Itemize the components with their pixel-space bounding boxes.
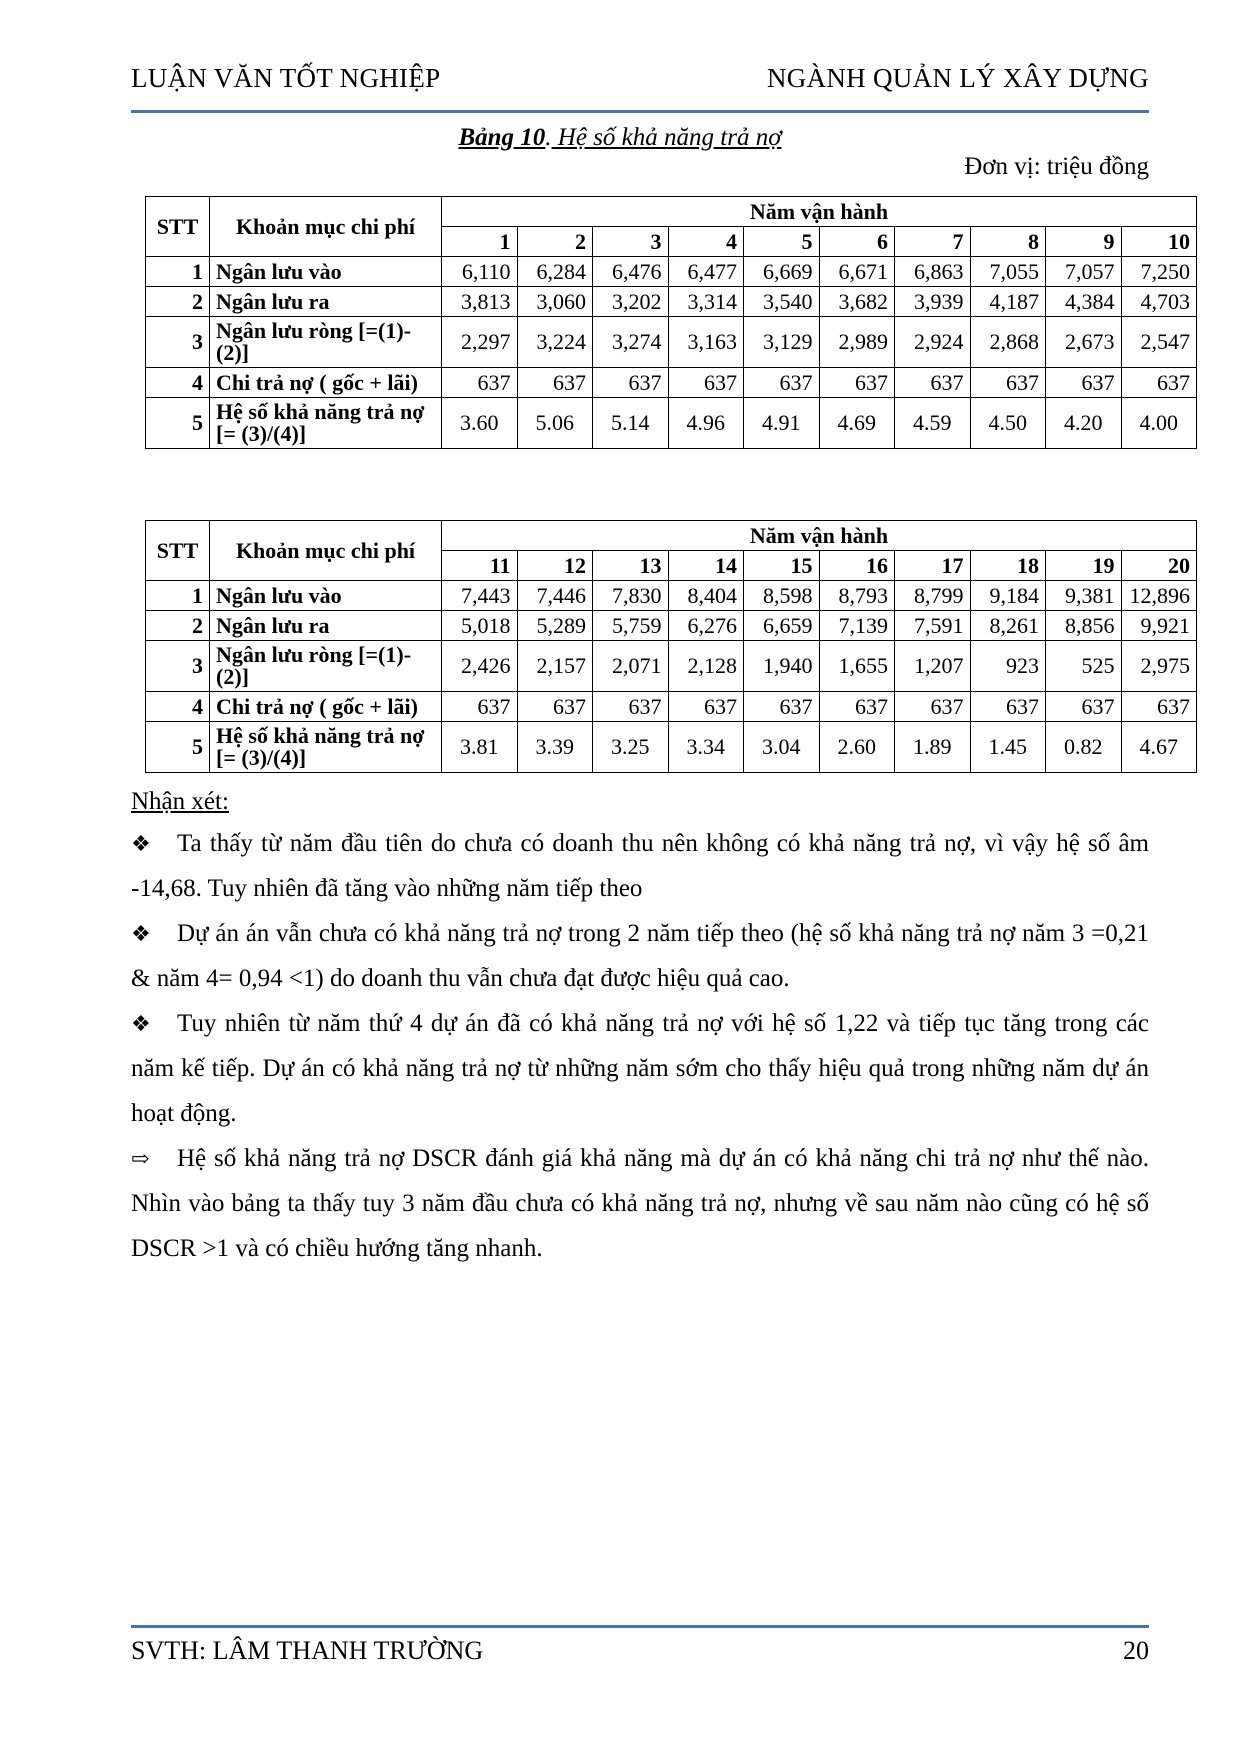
- remark-text: Ta thấy từ năm đầu tiên do chưa có doanh thu nên không có khả năng trả nợ, vì vậy hệ số âm -14,68. Tuy nhiên đã tăng vào những năm tiếp theo: [131, 830, 1149, 902]
- diamond-bullet-icon: ❖: [131, 1011, 151, 1036]
- value-cell: 1.89: [895, 722, 971, 773]
- value-cell: 637: [970, 368, 1046, 398]
- value-cell: 6,276: [668, 611, 744, 641]
- value-cell: 4,703: [1121, 287, 1197, 317]
- value-cell: 3.34: [668, 722, 744, 773]
- value-cell: 4.96: [668, 398, 744, 449]
- value-cell: 8,404: [668, 581, 744, 611]
- row-label: Ngân lưu vào: [210, 257, 442, 287]
- value-cell: 923: [970, 641, 1046, 692]
- caption-title: Hệ số khả năng trả nợ: [551, 124, 782, 151]
- page-footer: [131, 1636, 1149, 1672]
- table-row: [146, 368, 1197, 398]
- value-cell: 637: [1046, 368, 1122, 398]
- row-label: Chi trả nợ ( gốc + lãi): [210, 368, 442, 398]
- year-header: 17: [895, 551, 971, 581]
- value-cell: 637: [1121, 692, 1197, 722]
- value-cell: 3,274: [593, 317, 669, 368]
- row-stt: 4: [146, 368, 210, 398]
- value-cell: 4.91: [744, 398, 820, 449]
- value-cell: 637: [1121, 368, 1197, 398]
- value-cell: 7,443: [442, 581, 518, 611]
- value-cell: 3.04: [744, 722, 820, 773]
- value-cell: 8,856: [1046, 611, 1122, 641]
- value-cell: 2,128: [668, 641, 744, 692]
- value-cell: 12,896: [1121, 581, 1197, 611]
- table-row: [146, 581, 1197, 611]
- value-cell: 6,110: [442, 257, 518, 287]
- value-cell: 637: [593, 692, 669, 722]
- year-header: 16: [819, 551, 895, 581]
- row-stt: 2: [146, 611, 210, 641]
- value-cell: 2,989: [819, 317, 895, 368]
- value-cell: 3.60: [442, 398, 518, 449]
- value-cell: 5,289: [517, 611, 593, 641]
- value-cell: 8,799: [895, 581, 971, 611]
- header-item: Khoản mục chi phí: [210, 521, 442, 581]
- value-cell: 6,671: [819, 257, 895, 287]
- value-cell: 3.39: [517, 722, 593, 773]
- value-cell: 2,868: [970, 317, 1046, 368]
- row-label: Ngân lưu ra: [210, 611, 442, 641]
- value-cell: 525: [1046, 641, 1122, 692]
- row-stt: 3: [146, 317, 210, 368]
- row-stt: 1: [146, 581, 210, 611]
- header-major-label: NGÀNH QUẢN LÝ XÂY DỰNG: [766, 63, 1149, 93]
- remark-paragraph: [131, 1001, 1149, 1136]
- value-cell: 6,476: [593, 257, 669, 287]
- table-row: [146, 317, 1197, 368]
- value-cell: 637: [895, 692, 971, 722]
- row-label: Hệ số khả năng trả nợ [= (3)/(4)]: [210, 398, 442, 449]
- year-header: 13: [593, 551, 669, 581]
- value-cell: 0.82: [1046, 722, 1122, 773]
- value-cell: 7,057: [1046, 257, 1122, 287]
- value-cell: 8,793: [819, 581, 895, 611]
- value-cell: 5,759: [593, 611, 669, 641]
- remark-text: Hệ số khả năng trả nợ DSCR đánh giá khả năng mà dự án có khả năng chi trả nợ như thế nào. Nhìn vào bảng ta thấy tuy 3 năm đầu chưa có khả năng trả nợ, nhưng về sau năm nào cũng có hệ số DSCR >1 và có chiều hướng tăng nhanh.: [131, 1145, 1149, 1262]
- value-cell: 637: [819, 368, 895, 398]
- value-cell: 637: [442, 368, 518, 398]
- year-header: 6: [819, 227, 895, 257]
- value-cell: 637: [1046, 692, 1122, 722]
- dscr-table-years-11-20: [145, 520, 1197, 773]
- unit-label: Đơn vị: triệu đồng: [964, 153, 1149, 180]
- row-label: Ngân lưu ròng [=(1)-(2)]: [210, 317, 442, 368]
- value-cell: 7,591: [895, 611, 971, 641]
- value-cell: 4,187: [970, 287, 1046, 317]
- value-cell: 3,129: [744, 317, 820, 368]
- value-cell: 2.60: [819, 722, 895, 773]
- value-cell: 3,540: [744, 287, 820, 317]
- year-header: 5: [744, 227, 820, 257]
- row-label: Ngân lưu vào: [210, 581, 442, 611]
- year-header: 18: [970, 551, 1046, 581]
- value-cell: 637: [744, 692, 820, 722]
- value-cell: 7,250: [1121, 257, 1197, 287]
- value-cell: 6,477: [668, 257, 744, 287]
- year-header: 7: [895, 227, 971, 257]
- remarks-section: [131, 787, 1149, 1271]
- row-stt: 3: [146, 641, 210, 692]
- dscr-table-years-1-10: [145, 196, 1197, 449]
- value-cell: 1,655: [819, 641, 895, 692]
- value-cell: 3,060: [517, 287, 593, 317]
- value-cell: 637: [668, 692, 744, 722]
- value-cell: 2,673: [1046, 317, 1122, 368]
- remarks-title: Nhận xét:: [131, 788, 229, 815]
- value-cell: 637: [442, 692, 518, 722]
- value-cell: 4.00: [1121, 398, 1197, 449]
- value-cell: 7,830: [593, 581, 669, 611]
- value-cell: 2,975: [1121, 641, 1197, 692]
- header-stt: STT: [146, 521, 210, 581]
- value-cell: 637: [744, 368, 820, 398]
- caption-number: Bảng 10: [458, 124, 546, 151]
- value-cell: 2,071: [593, 641, 669, 692]
- value-cell: 2,547: [1121, 317, 1197, 368]
- value-cell: 2,157: [517, 641, 593, 692]
- value-cell: 4.59: [895, 398, 971, 449]
- value-cell: 637: [668, 368, 744, 398]
- row-label: Ngân lưu ròng [=(1)-(2)]: [210, 641, 442, 692]
- table-caption: [0, 124, 1240, 152]
- value-cell: 4.67: [1121, 722, 1197, 773]
- remark-paragraph: [131, 821, 1149, 911]
- value-cell: 5.06: [517, 398, 593, 449]
- row-label: Hệ số khả năng trả nợ [= (3)/(4)]: [210, 722, 442, 773]
- table-row: [146, 641, 1197, 692]
- year-header: 4: [668, 227, 744, 257]
- value-cell: 9,381: [1046, 581, 1122, 611]
- value-cell: 6,863: [895, 257, 971, 287]
- header-rule: [131, 110, 1149, 113]
- value-cell: 2,924: [895, 317, 971, 368]
- value-cell: 6,284: [517, 257, 593, 287]
- value-cell: 3.81: [442, 722, 518, 773]
- remark-conclusion: [131, 1136, 1149, 1271]
- arrow-right-icon: ⇨: [131, 1146, 150, 1171]
- page-number: 20: [1123, 1636, 1149, 1665]
- remark-paragraph: [131, 911, 1149, 1001]
- value-cell: 3,163: [668, 317, 744, 368]
- row-stt: 5: [146, 722, 210, 773]
- value-cell: 7,139: [819, 611, 895, 641]
- year-header: 20: [1121, 551, 1197, 581]
- value-cell: 637: [895, 368, 971, 398]
- value-cell: 1.45: [970, 722, 1046, 773]
- table-row: [146, 692, 1197, 722]
- value-cell: 5,018: [442, 611, 518, 641]
- value-cell: 3,813: [442, 287, 518, 317]
- remark-text: Tuy nhiên từ năm thứ 4 dự án đã có khả năng trả nợ với hệ số 1,22 và tiếp tục tăng trong các năm kế tiếp. Dự án có khả năng trả nợ từ những năm sớm cho thấy hiệu quả trong những năm dự án hoạt động.: [131, 1010, 1149, 1127]
- value-cell: 637: [517, 368, 593, 398]
- value-cell: 3,939: [895, 287, 971, 317]
- remark-text: Dự án án vẫn chưa có khả năng trả nợ trong 2 năm tiếp theo (hệ số khả năng trả nợ năm 3 =0,21 & năm 4= 0,94 <1) do doanh thu vẫn chưa đạt được hiệu quả cao.: [131, 920, 1149, 992]
- year-header: 15: [744, 551, 820, 581]
- diamond-bullet-icon: ❖: [131, 831, 151, 856]
- header-operation-years: Năm vận hành: [442, 197, 1197, 227]
- value-cell: 7,055: [970, 257, 1046, 287]
- header-operation-years: Năm vận hành: [442, 521, 1197, 551]
- value-cell: 6,669: [744, 257, 820, 287]
- footer-rule: [131, 1625, 1149, 1628]
- year-header: 12: [517, 551, 593, 581]
- value-cell: 7,446: [517, 581, 593, 611]
- year-header: 2: [517, 227, 593, 257]
- page-header: [131, 58, 1149, 94]
- value-cell: 9,184: [970, 581, 1046, 611]
- row-stt: 1: [146, 257, 210, 287]
- row-stt: 5: [146, 398, 210, 449]
- value-cell: 637: [517, 692, 593, 722]
- table-row: [146, 257, 1197, 287]
- value-cell: 637: [593, 368, 669, 398]
- header-stt: STT: [146, 197, 210, 257]
- row-label: Ngân lưu ra: [210, 287, 442, 317]
- year-header: 11: [442, 551, 518, 581]
- value-cell: 3,682: [819, 287, 895, 317]
- value-cell: 4,384: [1046, 287, 1122, 317]
- year-header: 14: [668, 551, 744, 581]
- caption-separator: .: [545, 124, 552, 151]
- header-thesis-label: LUẬN VĂN TỐT NGHIỆP: [131, 63, 441, 93]
- footer-student-name: SVTH: LÂM THANH TRƯỜNG: [131, 1636, 484, 1665]
- table-row: [146, 722, 1197, 773]
- value-cell: 3,314: [668, 287, 744, 317]
- value-cell: 4.20: [1046, 398, 1122, 449]
- year-header: 19: [1046, 551, 1122, 581]
- value-cell: 1,940: [744, 641, 820, 692]
- value-cell: 8,261: [970, 611, 1046, 641]
- value-cell: 3,224: [517, 317, 593, 368]
- value-cell: 2,426: [442, 641, 518, 692]
- value-cell: 8,598: [744, 581, 820, 611]
- value-cell: 6,659: [744, 611, 820, 641]
- value-cell: 9,921: [1121, 611, 1197, 641]
- row-label: Chi trả nợ ( gốc + lãi): [210, 692, 442, 722]
- value-cell: 2,297: [442, 317, 518, 368]
- value-cell: 3.25: [593, 722, 669, 773]
- row-stt: 4: [146, 692, 210, 722]
- table-row: [146, 611, 1197, 641]
- value-cell: 637: [819, 692, 895, 722]
- value-cell: 3,202: [593, 287, 669, 317]
- value-cell: 4.69: [819, 398, 895, 449]
- year-header: 1: [442, 227, 518, 257]
- value-cell: 1,207: [895, 641, 971, 692]
- year-header: 9: [1046, 227, 1122, 257]
- header-item: Khoản mục chi phí: [210, 197, 442, 257]
- table-row: [146, 287, 1197, 317]
- value-cell: 5.14: [593, 398, 669, 449]
- row-stt: 2: [146, 287, 210, 317]
- year-header: 3: [593, 227, 669, 257]
- value-cell: 4.50: [970, 398, 1046, 449]
- table-row: [146, 398, 1197, 449]
- value-cell: 637: [970, 692, 1046, 722]
- year-header: 10: [1121, 227, 1197, 257]
- year-header: 8: [970, 227, 1046, 257]
- diamond-bullet-icon: ❖: [131, 921, 151, 946]
